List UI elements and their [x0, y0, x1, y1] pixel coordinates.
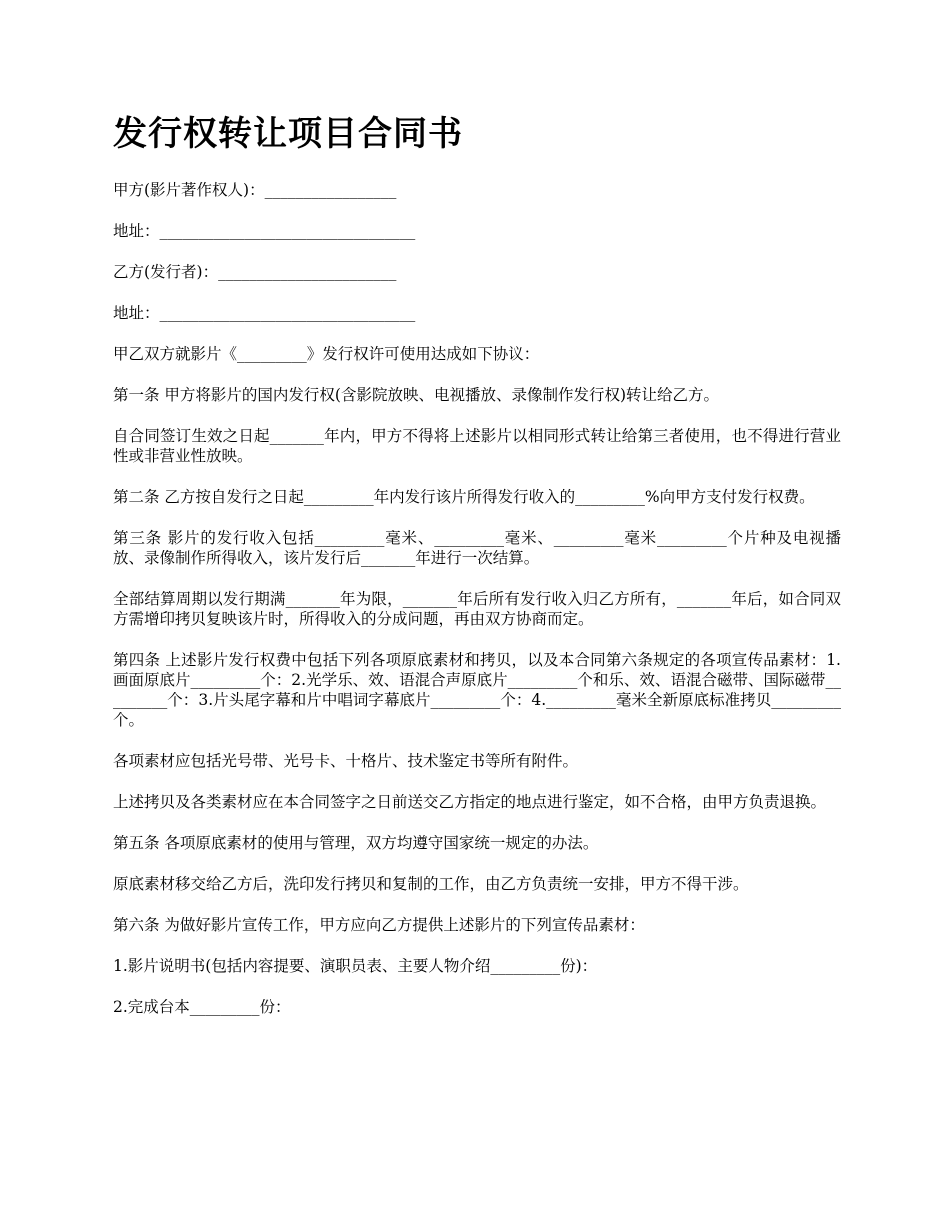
agreement-intro: 甲乙双方就影片《_________》发行权许可使用达成如下协议： — [113, 345, 540, 363]
article-4-inspection: 上述拷贝及各类素材应在本合同签字之日前送交乙方指定的地点进行鉴定，如不合格，由甲方负责退换。 — [113, 793, 827, 811]
party-b-address-line: 地址：_________________________________ — [113, 304, 416, 322]
party-b-line: 乙方(发行者)：_______________________ — [113, 263, 397, 281]
article-4: 第四条 上述影片发行权费中包括下列各项原底素材和拷贝，以及本合同第六条规定的各项宣传品素材：1.画面原底片_________个：2.光学乐、效、语混合声原底片_________个和乐、效、语混合磁带、国际磁带_________个：3.片头尾字幕和片中唱词字幕底片_________个：4._________毫米全新原底标准拷贝_________个。 — [113, 651, 841, 729]
article-3-clause: 全部结算周期以发行期满_______年为限，_______年后所有发行收入归乙方所有，_______年后，如合同双方需增印拷贝复映该片时，所得收入的分成问题，再由双方协商而定。 — [113, 590, 841, 628]
article-3: 第三条 影片的发行收入包括_________毫米、_________毫米、_________毫米_________个片种及电视播放、录像制作所得收入，该片发行后_______年进行一次结算。 — [113, 529, 841, 567]
article-1: 第一条 甲方将影片的国内发行权(含影院放映、电视播放、录像制作发行权)转让给乙方。 — [113, 386, 720, 404]
article-6: 第六条 为做好影片宣传工作，甲方应向乙方提供上述影片的下列宣传品素材： — [113, 916, 645, 934]
contract-document — [113, 108, 841, 1038]
article-6-item-2: 2.完成台本_________份： — [113, 998, 291, 1016]
article-6-item-1: 1.影片说明书(包括内容提要、演职员表、主要人物介绍_________份)： — [113, 957, 598, 975]
document-title: 发行权转让项目合同书 — [113, 114, 463, 154]
article-1-clause: 自合同签订生效之日起_______年内，甲方不得将上述影片以相同形式转让给第三者使用，也不得进行营业性或非营业性放映。 — [113, 427, 841, 465]
party-a-line: 甲方(影片著作权人)：_________________ — [113, 181, 397, 199]
article-5: 第五条 各项原底素材的使用与管理，双方均遵守国家统一规定的办法。 — [113, 834, 599, 852]
article-2: 第二条 乙方按自发行之日起_________年内发行该片所得发行收入的_________%向甲方支付发行权费。 — [113, 488, 815, 506]
article-4-attachments: 各项素材应包括光号带、光号卡、十格片、技术鉴定书等所有附件。 — [113, 752, 579, 770]
article-5-clause: 原底素材移交给乙方后，洗印发行拷贝和复制的工作，由乙方负责统一安排，甲方不得干涉。 — [113, 875, 749, 893]
party-a-address-line: 地址：_________________________________ — [113, 222, 416, 240]
